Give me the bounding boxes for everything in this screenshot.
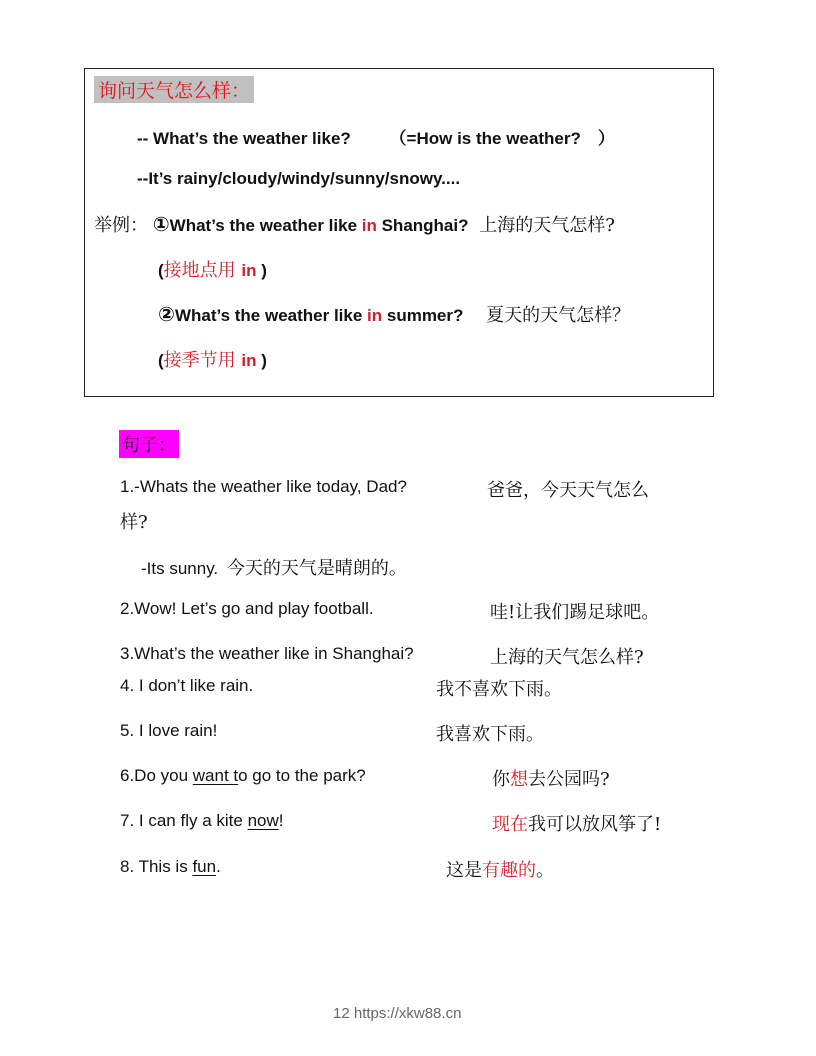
s8-zh-post: 。	[536, 860, 554, 881]
note2-in: in	[241, 351, 257, 370]
sentence-7-zh	[492, 810, 661, 836]
s6-pre: 6.Do you	[120, 766, 193, 785]
s7-post: !	[278, 811, 284, 830]
s8-underlined: fun	[192, 857, 217, 876]
sentence-8-en	[120, 857, 221, 877]
paren-close: )	[256, 351, 267, 370]
sentence-1b	[141, 554, 407, 580]
paren-open: (	[158, 351, 164, 370]
page-footer	[333, 1005, 461, 1022]
s6-zh-post: 去公园吗?	[528, 769, 610, 790]
alt-question-text: （=How is the weather? ）	[389, 129, 615, 148]
s7-zh-red: 现在	[492, 814, 528, 835]
sentence-2-zh: 哇!让我们踢足球吧。	[490, 602, 660, 623]
sentence-1-en: 1.-Whats the weather like today, Dad?	[120, 477, 407, 496]
example-1	[94, 211, 615, 237]
sentences-heading: 句子：	[119, 430, 179, 458]
s8-zh-pre: 这是	[446, 860, 482, 881]
paren-open: (	[158, 261, 164, 280]
ex1-in: in	[361, 216, 377, 235]
s6-zh-red: 想	[510, 769, 528, 790]
s8-post: .	[216, 857, 221, 876]
ex1-zh: 上海的天气怎样?	[479, 215, 615, 236]
example-2	[158, 301, 630, 327]
ex1-post: Shanghai?	[376, 216, 469, 235]
s7-zh-post: 我可以放风筝了!	[528, 814, 662, 835]
pattern-question	[137, 124, 615, 149]
question-text: -- What’s the weather like?	[137, 129, 351, 148]
ex2-in: in	[367, 306, 383, 325]
sentence-5-en: 5. I love rain!	[120, 721, 218, 740]
pattern-answer: --It’s rainy/cloudy/windy/sunny/snowy....	[137, 169, 461, 188]
note-season	[158, 346, 267, 372]
circled-one-icon: ①	[152, 214, 170, 236]
sentence-6-en	[120, 766, 366, 786]
note1-zh: 接地点用	[163, 260, 242, 281]
ex1-pre: What’s the weather like	[169, 216, 362, 235]
sentence-1b-en: -Its sunny.	[141, 559, 219, 578]
ex2-post: summer?	[382, 306, 464, 325]
sentence-8-zh	[446, 856, 554, 882]
s7-underlined: now	[247, 811, 279, 830]
paren-close: )	[256, 261, 267, 280]
note2-zh: 接季节用	[163, 350, 242, 371]
s7-pre: 7. I can fly a kite	[120, 811, 248, 830]
s6-post: o go to the park?	[238, 766, 366, 785]
s6-zh-pre: 你	[492, 769, 510, 790]
sentence-3-zh: 上海的天气怎么样?	[490, 647, 644, 668]
sentence-2-en: 2.Wow! Let’s go and play football.	[120, 599, 374, 618]
note-place	[158, 256, 267, 282]
s8-zh-red: 有趣的	[482, 860, 536, 881]
s6-underlined: want t	[192, 766, 239, 785]
ex2-pre: What’s the weather like	[174, 306, 368, 325]
sentence-6-zh	[492, 765, 610, 791]
note1-in: in	[241, 261, 257, 280]
sentence-7-en	[120, 811, 283, 831]
box-heading: 询问天气怎么样：	[94, 76, 254, 103]
circled-two-icon: ②	[158, 304, 175, 326]
page-number: 12	[333, 1005, 350, 1022]
footer-url: https://xkw88.cn	[353, 1005, 462, 1022]
sentence-1-zh: 爸爸，今天天气怎么	[487, 480, 649, 501]
sentence-1b-zh: 今天的天气是晴朗的。	[226, 558, 407, 579]
sentence-4-zh: 我不喜欢下雨。	[436, 679, 562, 700]
sentence-4-en: 4. I don’t like rain.	[120, 676, 254, 695]
ex2-zh: 夏天的天气怎样？	[486, 305, 631, 326]
sentence-1-zh-wrap: 样?	[120, 512, 148, 533]
example-label: 举例：	[94, 215, 148, 236]
s8-pre: 8. This is	[120, 857, 193, 876]
sentence-3-en: 3.What’s the weather like in Shanghai?	[120, 644, 414, 663]
sentence-5-zh: 我喜欢下雨。	[436, 724, 544, 745]
